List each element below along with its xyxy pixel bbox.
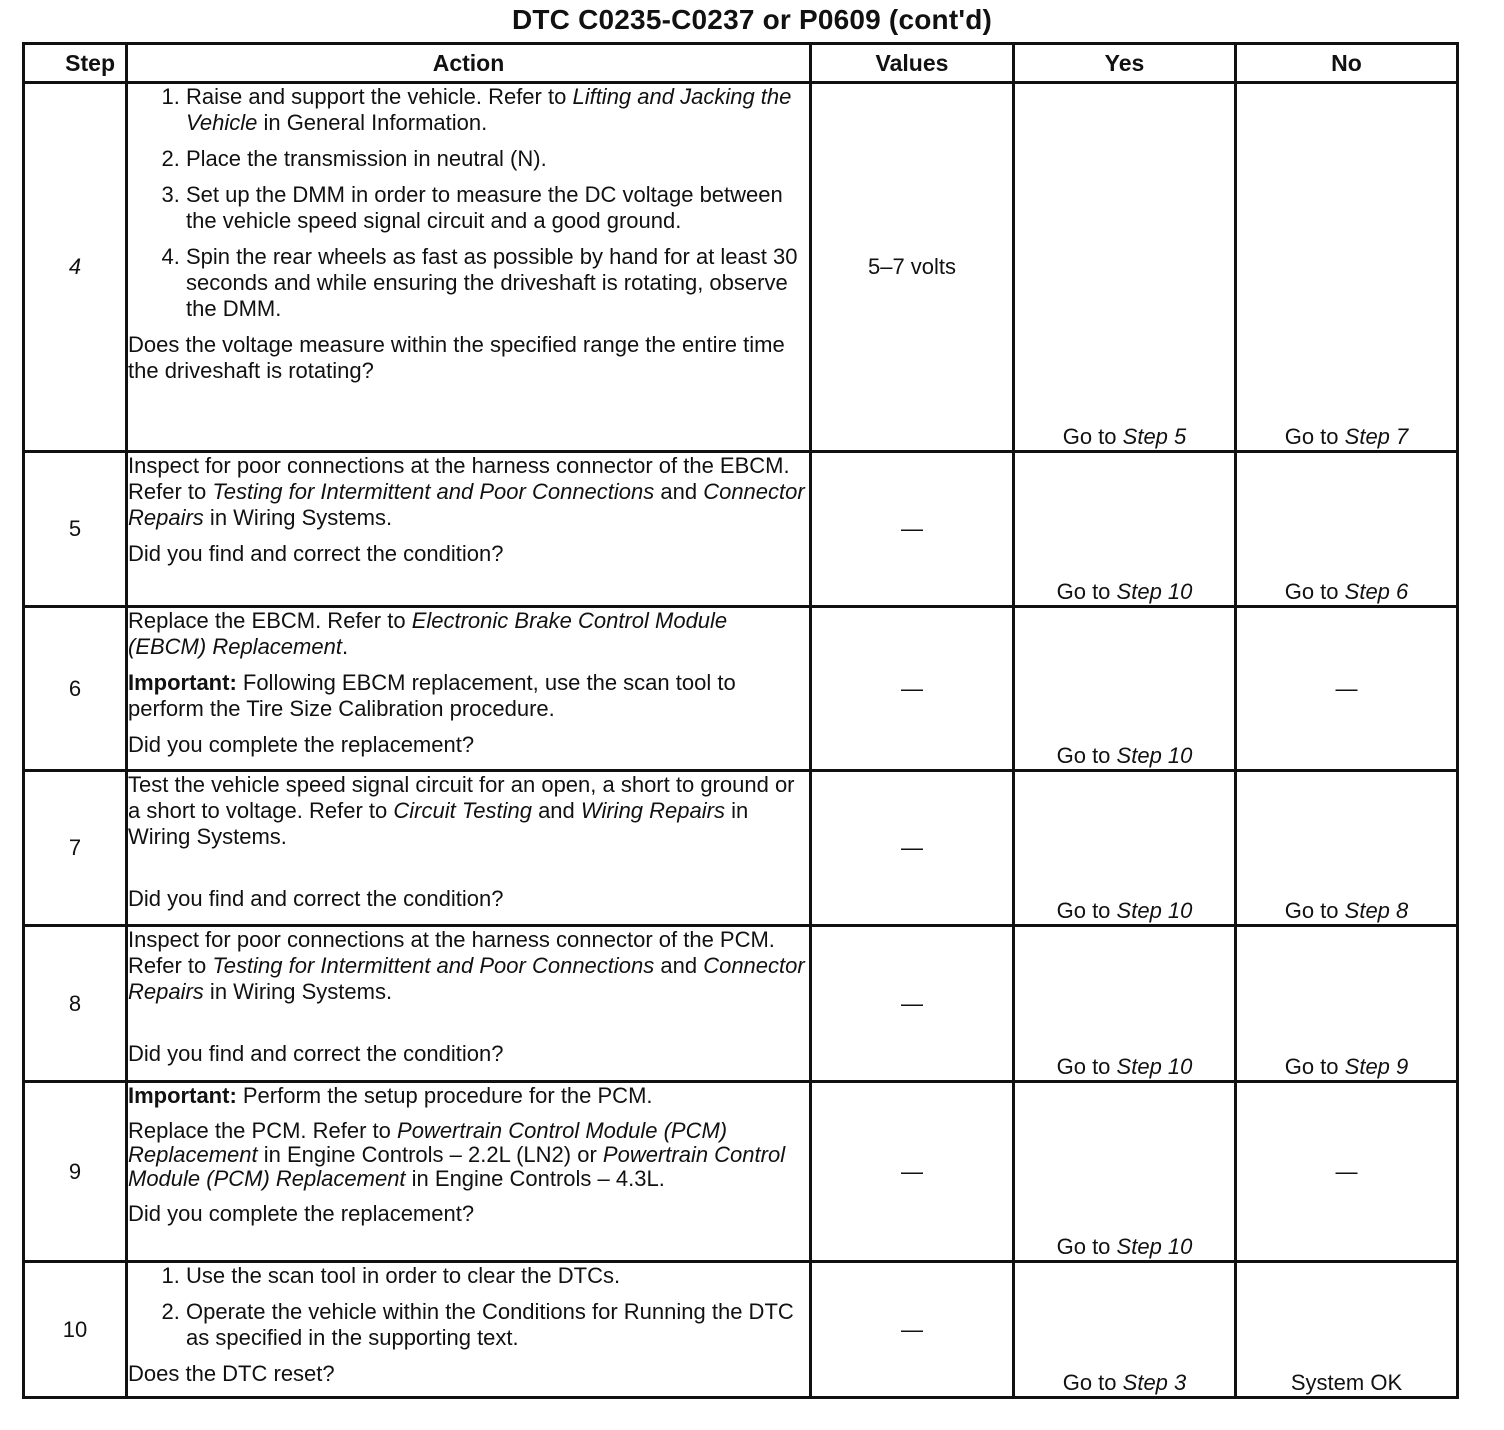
no-cell: System OK (1236, 1262, 1458, 1398)
yes-cell: Go to Step 10 (1014, 926, 1236, 1082)
table-row (24, 1082, 1458, 1262)
page-title: DTC C0235-C0237 or P0609 (cont'd) (511, 4, 993, 35)
step-number: 10 (24, 1262, 127, 1398)
column-header-values: Values (811, 44, 1014, 83)
step-number: 8 (24, 926, 127, 1082)
yes-cell: Go to Step 10 (1014, 607, 1236, 771)
action-cell (127, 452, 811, 607)
action-cell (127, 1262, 811, 1398)
no-cell: — (1236, 607, 1458, 771)
important-note: Important: Following EBCM replacement, use the scan tool to perform the Tire Size Calibration procedure. (128, 670, 736, 721)
value-cell: — (811, 926, 1014, 1082)
diagnostic-table (22, 42, 1459, 1399)
action-question: Did you find and correct the condition? (128, 541, 504, 566)
action-question: Did you complete the replacement? (128, 1201, 475, 1226)
value-cell: — (811, 1262, 1014, 1398)
action-text: Inspect for poor connections at the harness connector of the EBCM. Refer to Testing for Intermittent and Poor Connections and Connector Repairs in Wiring Systems. (128, 453, 805, 530)
action-cell (127, 771, 811, 926)
action-question: Did you complete the replacement? (128, 732, 475, 757)
yes-cell: Go to Step 10 (1014, 452, 1236, 607)
action-text: Test the vehicle speed signal circuit for an open, a short to ground or a short to voltage. Refer to Circuit Testing and Wiring Repairs in Wiring Systems. (128, 772, 795, 849)
step-number: 7 (24, 771, 127, 926)
action-text: Replace the PCM. Refer to Powertrain Control Module (PCM) Replacement in Engine Controls – 2.2L (LN2) or Powertrain Control Module (PCM) Replacement in Engine Controls – 4.3L. (128, 1118, 786, 1191)
table-header-row (24, 44, 1458, 83)
action-steps-list (128, 1263, 809, 1351)
action-text: Replace the EBCM. Refer to Electronic Brake Control Module (EBCM) Replacement. (128, 608, 728, 659)
action-question: Did you find and correct the condition? (128, 886, 504, 911)
value-cell: — (811, 1082, 1014, 1262)
table-row (24, 607, 1458, 771)
no-cell: Go to Step 7 (1236, 83, 1458, 452)
table-row (24, 1262, 1458, 1398)
yes-cell: Go to Step 10 (1014, 771, 1236, 926)
action-cell (127, 1082, 811, 1262)
value-cell: — (811, 607, 1014, 771)
step-number: 4 (24, 83, 127, 452)
no-cell: — (1236, 1082, 1458, 1262)
action-cell (127, 607, 811, 771)
column-header-yes: Yes (1014, 44, 1236, 83)
action-question: Did you find and correct the condition? (128, 1041, 504, 1066)
column-header-no: No (1236, 44, 1458, 83)
list-item: 1. Raise and support the vehicle. Refer to Lifting and Jacking the Vehicle in General Information. (186, 84, 809, 136)
action-question: Does the voltage measure within the specified range the entire time the driveshaft is rotating? (128, 332, 785, 383)
yes-cell: Go to Step 10 (1014, 1082, 1236, 1262)
step-number: 6 (24, 607, 127, 771)
action-steps-list (128, 84, 809, 322)
list-item: 2. Operate the vehicle within the Conditions for Running the DTC as specified in the supporting text. (186, 1299, 809, 1351)
action-cell (127, 83, 811, 452)
list-item: 2. Place the transmission in neutral (N). (186, 146, 809, 172)
list-item: 4. Spin the rear wheels as fast as possible by hand for at least 30 seconds and while ensuring the driveshaft is rotating, observe the DMM. (186, 244, 809, 322)
important-note: Important: Perform the setup procedure for the PCM. (128, 1083, 653, 1108)
step-number: 5 (24, 452, 127, 607)
no-cell: Go to Step 6 (1236, 452, 1458, 607)
value-cell: 5–7 volts (811, 83, 1014, 452)
column-header-action: Action (127, 44, 811, 83)
table-row (24, 83, 1458, 452)
no-cell: Go to Step 8 (1236, 771, 1458, 926)
list-item: 3. Set up the DMM in order to measure the DC voltage between the vehicle speed signal circuit and a good ground. (186, 182, 809, 234)
value-cell: — (811, 452, 1014, 607)
table-row (24, 452, 1458, 607)
action-question: Does the DTC reset? (128, 1361, 335, 1386)
yes-cell: Go to Step 5 (1014, 83, 1236, 452)
yes-cell: Go to Step 3 (1014, 1262, 1236, 1398)
table-row (24, 771, 1458, 926)
action-text: Inspect for poor connections at the harness connector of the PCM. Refer to Testing for Intermittent and Poor Connections and Connector Repairs in Wiring Systems. (128, 927, 805, 1004)
no-cell: Go to Step 9 (1236, 926, 1458, 1082)
table-row (24, 926, 1458, 1082)
value-cell: — (811, 771, 1014, 926)
action-cell (127, 926, 811, 1082)
column-header-step: Step (24, 44, 127, 83)
step-number: 9 (24, 1082, 127, 1262)
list-item: 1. Use the scan tool in order to clear the DTCs. (186, 1263, 809, 1289)
